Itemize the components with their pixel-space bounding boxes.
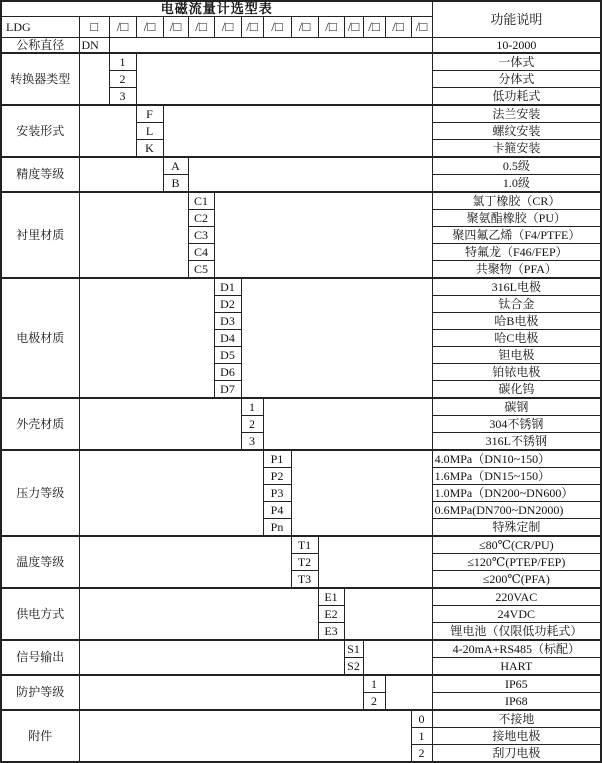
table-row (1, 105, 601, 123)
table-row (1, 38, 601, 54)
blank-cell (79, 588, 318, 640)
desc-cell: 1.6MPa（DN15~150） (432, 468, 601, 485)
desc-cell: 哈B电极 (432, 313, 601, 330)
code-cell: D5 (214, 347, 241, 364)
code-cell: 3 (109, 88, 136, 106)
category-label: 精度等级 (1, 157, 79, 192)
blank-cell (79, 675, 363, 710)
desc-cell: IP68 (432, 693, 601, 711)
code-box: /□ (385, 17, 411, 38)
code-cell: S2 (344, 658, 363, 676)
table-row (1, 53, 601, 71)
code-box: /□ (263, 17, 291, 38)
desc-cell: 共聚物（PFA） (432, 261, 601, 279)
code-cell: P4 (263, 502, 291, 519)
desc-cell: 316L不锈钢 (432, 433, 601, 451)
desc-cell: 法兰安装 (432, 105, 601, 123)
category-label: 外壳材质 (1, 398, 79, 450)
category-label: 附件 (1, 710, 79, 762)
code-cell: A (163, 157, 188, 175)
table-row (1, 1, 601, 17)
code-cell: P3 (263, 485, 291, 502)
desc-cell: ≤80℃(CR/PU) (432, 536, 601, 554)
code-box: /□ (291, 17, 318, 38)
desc-cell: 钽电极 (432, 347, 601, 364)
code-box: /□ (163, 17, 188, 38)
code-cell: Pn (263, 519, 291, 537)
category-label: 防护等级 (1, 675, 79, 710)
desc-cell: 锂电池（仅限低功耗式） (432, 623, 601, 641)
table-row (1, 278, 601, 296)
desc-cell: 低功耗式 (432, 88, 601, 106)
code-cell: 2 (411, 745, 432, 763)
blank-cell (79, 710, 411, 762)
desc-cell: 特氟龙（F46/FEP） (432, 244, 601, 261)
desc-cell: 碳化钨 (432, 381, 601, 399)
blank-cell (79, 450, 263, 536)
category-label: 安装形式 (1, 105, 79, 157)
desc-cell: IP65 (432, 675, 601, 693)
desc-cell: 24VDC (432, 606, 601, 623)
table-row (1, 710, 601, 728)
code-cell: B (163, 175, 188, 193)
code-cell: T1 (291, 536, 318, 554)
blank-cell (79, 640, 344, 675)
table-row (1, 640, 601, 658)
code-cell: C5 (188, 261, 214, 279)
code-cell: 0 (411, 710, 432, 728)
desc-cell: 4-20mA+RS485（标配） (432, 640, 601, 658)
blank-cell (79, 192, 188, 278)
code-cell: T2 (291, 554, 318, 571)
category-label: 转换器类型 (1, 53, 79, 105)
desc-cell: 不接地 (432, 710, 601, 728)
blank-cell (109, 38, 432, 54)
table-row (1, 398, 601, 416)
code-box: /□ (136, 17, 163, 38)
table-row (1, 192, 601, 210)
code-cell: D7 (214, 381, 241, 399)
code-cell: 2 (109, 71, 136, 88)
code-box: /□ (411, 17, 432, 38)
code-box: /□ (363, 17, 385, 38)
table-row (1, 157, 601, 175)
code-cell: D1 (214, 278, 241, 296)
code-box: /□ (241, 17, 263, 38)
code-box: /□ (109, 17, 136, 38)
desc-cell: 0.5级 (432, 157, 601, 175)
desc-cell: 氯丁橡胶（CR） (432, 192, 601, 210)
code-box: /□ (344, 17, 363, 38)
code-cell: K (136, 140, 163, 158)
blank-cell (136, 53, 432, 105)
code-cell: S1 (344, 640, 363, 658)
code-cell: F (136, 105, 163, 123)
blank-cell (385, 675, 432, 710)
code-cell: 3 (241, 433, 263, 451)
desc-cell: 一体式 (432, 53, 601, 71)
category-label: 供电方式 (1, 588, 79, 640)
desc-cell: 聚氨酯橡胶（PU） (432, 210, 601, 227)
blank-cell (79, 53, 109, 105)
desc-cell: 304不锈钢 (432, 416, 601, 433)
blank-cell (79, 157, 163, 192)
desc-cell: 0.6MPa(DN700~DN2000) (432, 502, 601, 519)
category-label: 公称直径 (1, 38, 79, 54)
desc-cell: ≤120℃(PTEP/FEP) (432, 554, 601, 571)
code-cell: C1 (188, 192, 214, 210)
desc-cell: 1.0级 (432, 175, 601, 193)
table-row (1, 450, 601, 468)
desc-cell: 铂铱电极 (432, 364, 601, 381)
code-cell: P2 (263, 468, 291, 485)
category-label: 压力等级 (1, 450, 79, 536)
code-cell: E2 (318, 606, 344, 623)
blank-cell (291, 450, 432, 536)
desc-cell: 220VAC (432, 588, 601, 606)
desc-cell: 刮刀电极 (432, 745, 601, 763)
code-cell: 1 (411, 728, 432, 745)
desc-cell: 螺纹安装 (432, 123, 601, 140)
desc-cell: 接地电极 (432, 728, 601, 745)
code-cell: 2 (241, 416, 263, 433)
code-cell: P1 (263, 450, 291, 468)
desc-cell: 分体式 (432, 71, 601, 88)
code-box: /□ (214, 17, 241, 38)
blank-cell (79, 536, 291, 588)
blank-cell (241, 278, 432, 398)
desc-cell: 316L电极 (432, 278, 601, 296)
category-label: 电极材质 (1, 278, 79, 398)
blank-cell (344, 588, 432, 640)
code-cell: E3 (318, 623, 344, 641)
blank-cell (163, 105, 432, 157)
blank-cell (214, 192, 432, 278)
code-box: □ (79, 17, 109, 38)
blank-cell (363, 640, 432, 675)
blank-cell (188, 157, 432, 192)
code-cell: 1 (241, 398, 263, 416)
code-cell: 1 (363, 675, 385, 693)
category-label: 衬里材质 (1, 192, 79, 278)
code-cell: E1 (318, 588, 344, 606)
blank-cell (79, 398, 241, 450)
table-row (1, 588, 601, 606)
model-prefix-label: LDG (1, 17, 79, 38)
code-cell: C2 (188, 210, 214, 227)
table-title: 电磁流量计选型表 (1, 1, 432, 17)
desc-cell: 特殊定制 (432, 519, 601, 537)
code-cell: C3 (188, 227, 214, 244)
code-cell: D2 (214, 296, 241, 313)
code-box: /□ (318, 17, 344, 38)
blank-cell (79, 278, 214, 398)
code-cell: C4 (188, 244, 214, 261)
code-box: /□ (188, 17, 214, 38)
category-label: 信号输出 (1, 640, 79, 675)
desc-cell: 1.0MPa（DN200~DN600） (432, 485, 601, 502)
desc-cell: 碳钢 (432, 398, 601, 416)
blank-cell (318, 536, 432, 588)
desc-cell: 10-2000 (432, 38, 601, 54)
table-row (1, 536, 601, 554)
desc-cell: 聚四氟乙烯（F4/PTFE） (432, 227, 601, 244)
table-row (1, 675, 601, 693)
desc-cell: 卡箍安装 (432, 140, 601, 158)
code-cell: T3 (291, 571, 318, 589)
desc-cell: 钛合金 (432, 296, 601, 313)
code-cell: D6 (214, 364, 241, 381)
blank-cell (263, 398, 432, 450)
blank-cell (79, 105, 136, 157)
desc-cell: ≤200℃(PFA) (432, 571, 601, 589)
code-cell: D4 (214, 330, 241, 347)
desc-cell: 哈C电极 (432, 330, 601, 347)
code-cell: D3 (214, 313, 241, 330)
category-label: 温度等级 (1, 536, 79, 588)
code-cell: L (136, 123, 163, 140)
function-description-header: 功能说明 (432, 1, 601, 38)
code-cell: DN (79, 38, 109, 54)
desc-cell: HART (432, 658, 601, 676)
code-cell: 2 (363, 693, 385, 711)
desc-cell: 4.0MPa（DN10~150） (432, 450, 601, 468)
code-cell: 1 (109, 53, 136, 71)
